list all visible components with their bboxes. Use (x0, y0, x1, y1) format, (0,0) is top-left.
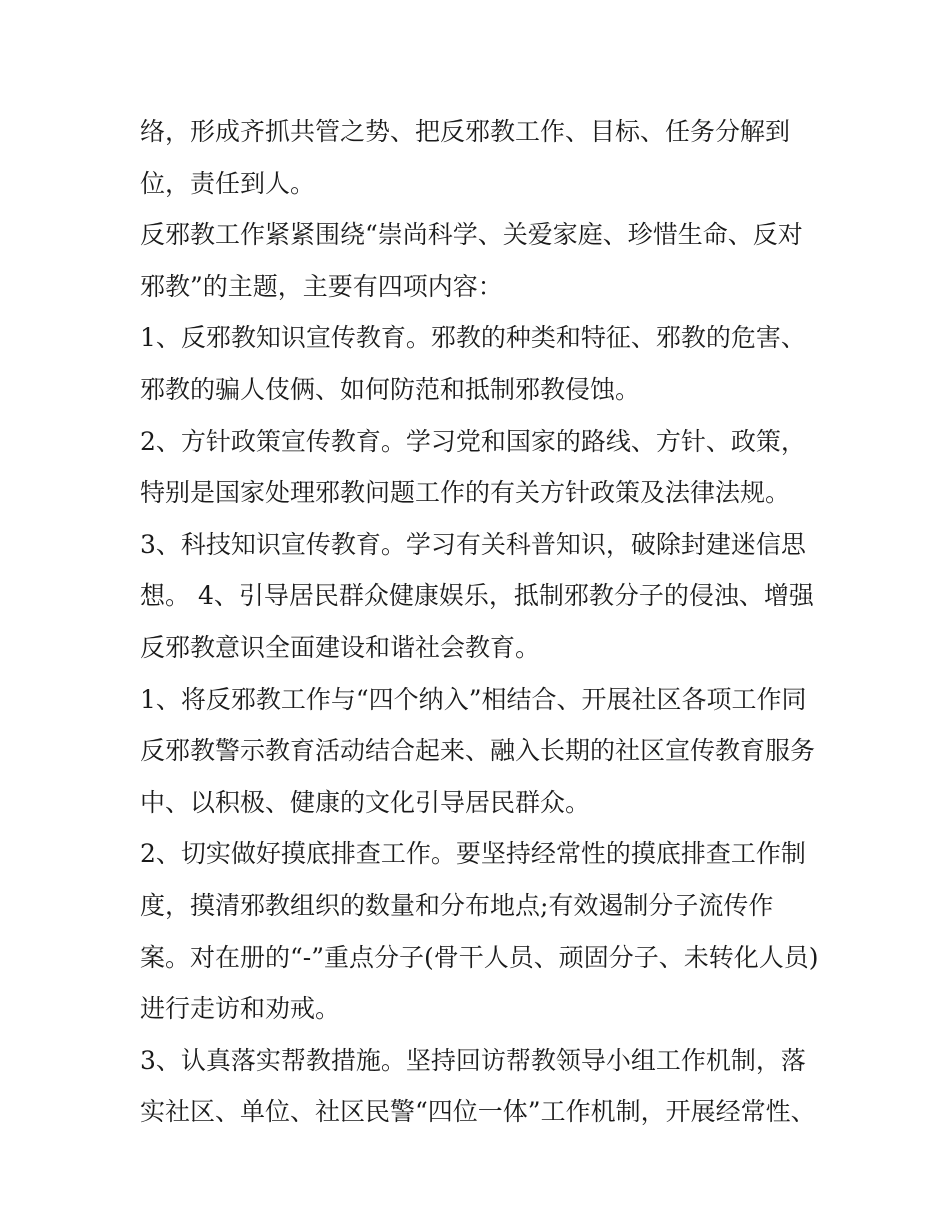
text-line: 中、以积极、健康的文化引导居民群众。 (140, 787, 591, 817)
text-line: 1、将反邪教工作与“四个纳入”相结合、开展社区各项工作同 (140, 684, 807, 714)
text-line: 案。对在册的“-”重点分子(骨干人员、顽固分子、未转化人员) (140, 942, 819, 972)
document-body (140, 106, 820, 1138)
text-line: 想。 4、引导居民群众健康娱乐，抵制邪教分子的侵浊、增强 (140, 581, 814, 611)
text-line: 度，摸清邪教组织的数量和分布地点;有效遏制分子流传作 (140, 890, 774, 920)
text-line: 3、科技知识宣传教育。学习有关科普知识，破除封建迷信思 (140, 529, 806, 559)
text-line: 特别是国家处理邪教问题工作的有关方针政策及法律法规。 (140, 478, 791, 508)
text-line: 2、切实做好摸底排查工作。要坚持经常性的摸底排查工作制 (140, 839, 806, 869)
text-line: 反邪教意识全面建设和谐社会教育。 (140, 632, 541, 662)
text-line: 邪教”的主题，主要有四项内容： (140, 271, 503, 301)
text-line: 实社区、单位、社区民警“四位一体”工作机制，开展经常性、 (140, 1097, 816, 1127)
text-line: 3、认真落实帮教措施。坚持回访帮教领导小组工作机制，落 (140, 1045, 806, 1075)
text-line: 1、反邪教知识宣传教育。邪教的种类和特征、邪教的危害、 (140, 323, 806, 353)
text-line: 络，形成齐抓共管之势、把反邪教工作、目标、任务分解到 (140, 117, 791, 146)
text-line: 反邪教警示教育活动结合起来、融入长期的社区宣传教育服务 (140, 736, 816, 766)
text-line: 位，责任到人。 (140, 168, 316, 198)
text-line: 进行走访和劝戒。 (140, 994, 341, 1024)
text-line: 邪教的骗人伎俩、如何防范和抵制邪教侵蚀。 (140, 374, 641, 404)
text-line: 2、方针政策宣传教育。学习党和国家的路线、方针、政策， (140, 426, 806, 456)
text-line: 反邪教工作紧紧围绕“崇尚科学、关爱家庭、珍惜生命、反对 (140, 220, 803, 250)
